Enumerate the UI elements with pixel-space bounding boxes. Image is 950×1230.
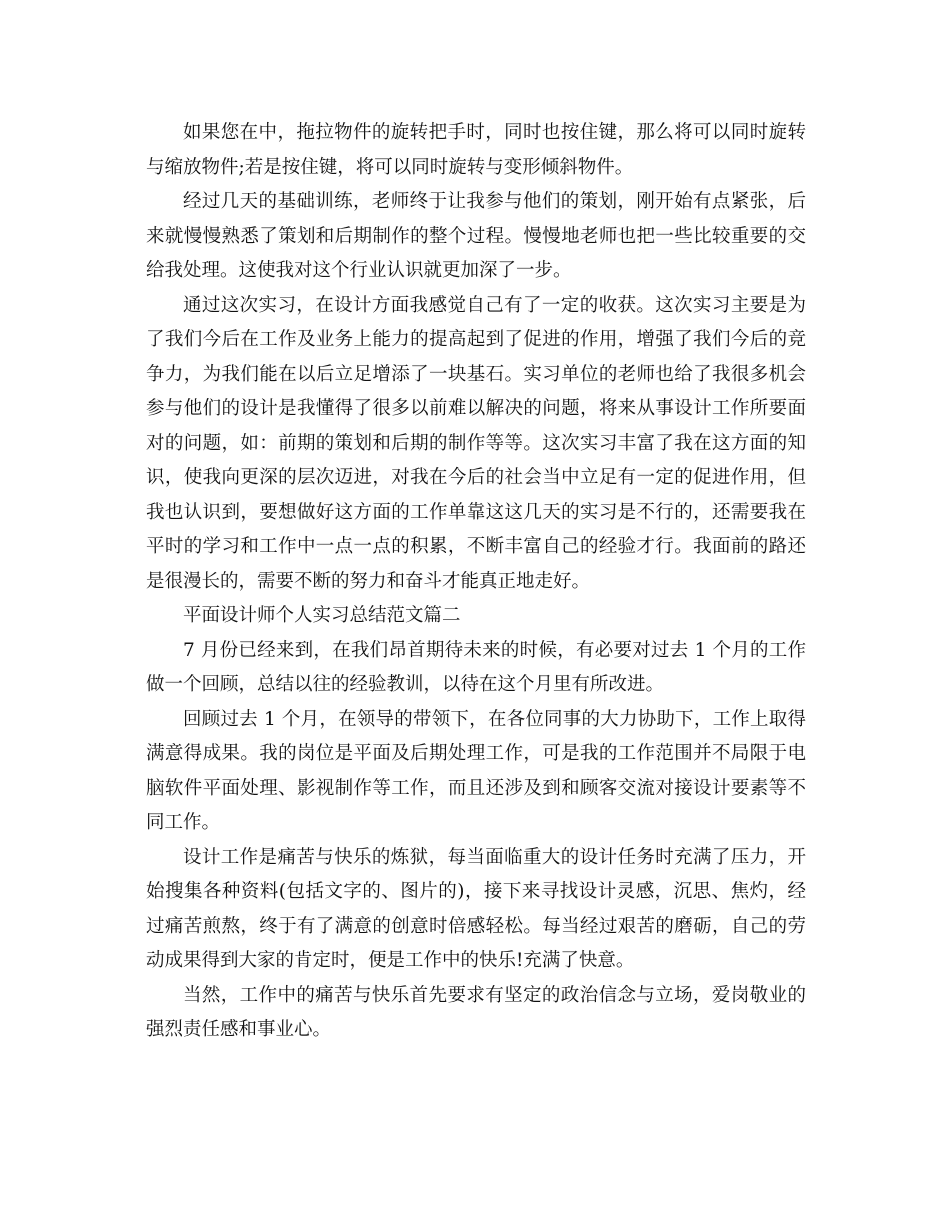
document-body <box>146 116 806 1048</box>
paragraph-design-work: 设计工作是痛苦与快乐的炼狱，每当面临重大的设计任务时充满了压力，开始搜集各种资料(包括文字的、图片的)，接下来寻找设计灵感，沉思、焦灼，经过痛苦煎熬，终于有了满意的创意时倍感轻松。每当经过艰苦的磨砺，自己的劳动成果得到大家的肯定时，便是工作中的快乐!充满了快意。 <box>146 846 806 971</box>
section-heading: 平面设计师个人实习总结范文篇二 <box>183 605 461 626</box>
paragraph-basic-training: 经过几天的基础训练，老师终于让我参与他们的策划，刚开始有点紧张，后来就慢慢熟悉了策划和后期制作的整个过程。慢慢地老师也把一些比较重要的交给我处理。这使我对这个行业认识就更加深了一步。 <box>146 191 806 281</box>
paragraph-rotate-scale: 如果您在中，拖拉物件的旋转把手时，同时也按住键，那么将可以同时旋转与缩放物件;若是按住键，将可以同时旋转与变形倾斜物件。 <box>146 122 806 178</box>
paragraph-past-month: 回顾过去 1 个月，在领导的带领下，在各位同事的大力协助下，工作上取得满意得成果。我的岗位是平面及后期处理工作，可是我的工作范围并不局限于电脑软件平面处理、影视制作等工作，而且还涉及到和顾客交流对接设计要素等不同工作。 <box>146 708 806 833</box>
paragraph-internship-gains: 通过这次实习，在设计方面我感觉自己有了一定的收获。这次实习主要是为了我们今后在工作及业务上能力的提高起到了促进的作用，增强了我们今后的竞争力，为我们能在以后立足增添了一块基石。实习单位的老师也给了我很多机会参与他们的设计是我懂得了很多以前难以解决的问题，将来从事设计工作所要面对的问题，如：前期的策划和后期的制作等等。这次实习丰富了我在这方面的知识，使我向更深的层次迈进，对我在今后的社会当中立足有一定的促进作用，但我也认识到，要想做好这方面的工作单靠这这几天的实习是不行的，还需要我在平时的学习和工作中一点一点的积累，不断丰富自己的经验才行。我面前的路还是很漫长的，需要不断的努力和奋斗才能真正地走好。 <box>146 294 806 592</box>
paragraph-july-review: 7 月份已经来到，在我们昂首期待未来的时候，有必要对过去 1 个月的工作做一个回顾，总结以往的经验教训，以待在这个月里有所改进。 <box>146 639 806 695</box>
paragraph-conclusion: 当然，工作中的痛苦与快乐首先要求有坚定的政治信念与立场，爱岗敬业的强烈责任感和事业心。 <box>146 984 806 1040</box>
